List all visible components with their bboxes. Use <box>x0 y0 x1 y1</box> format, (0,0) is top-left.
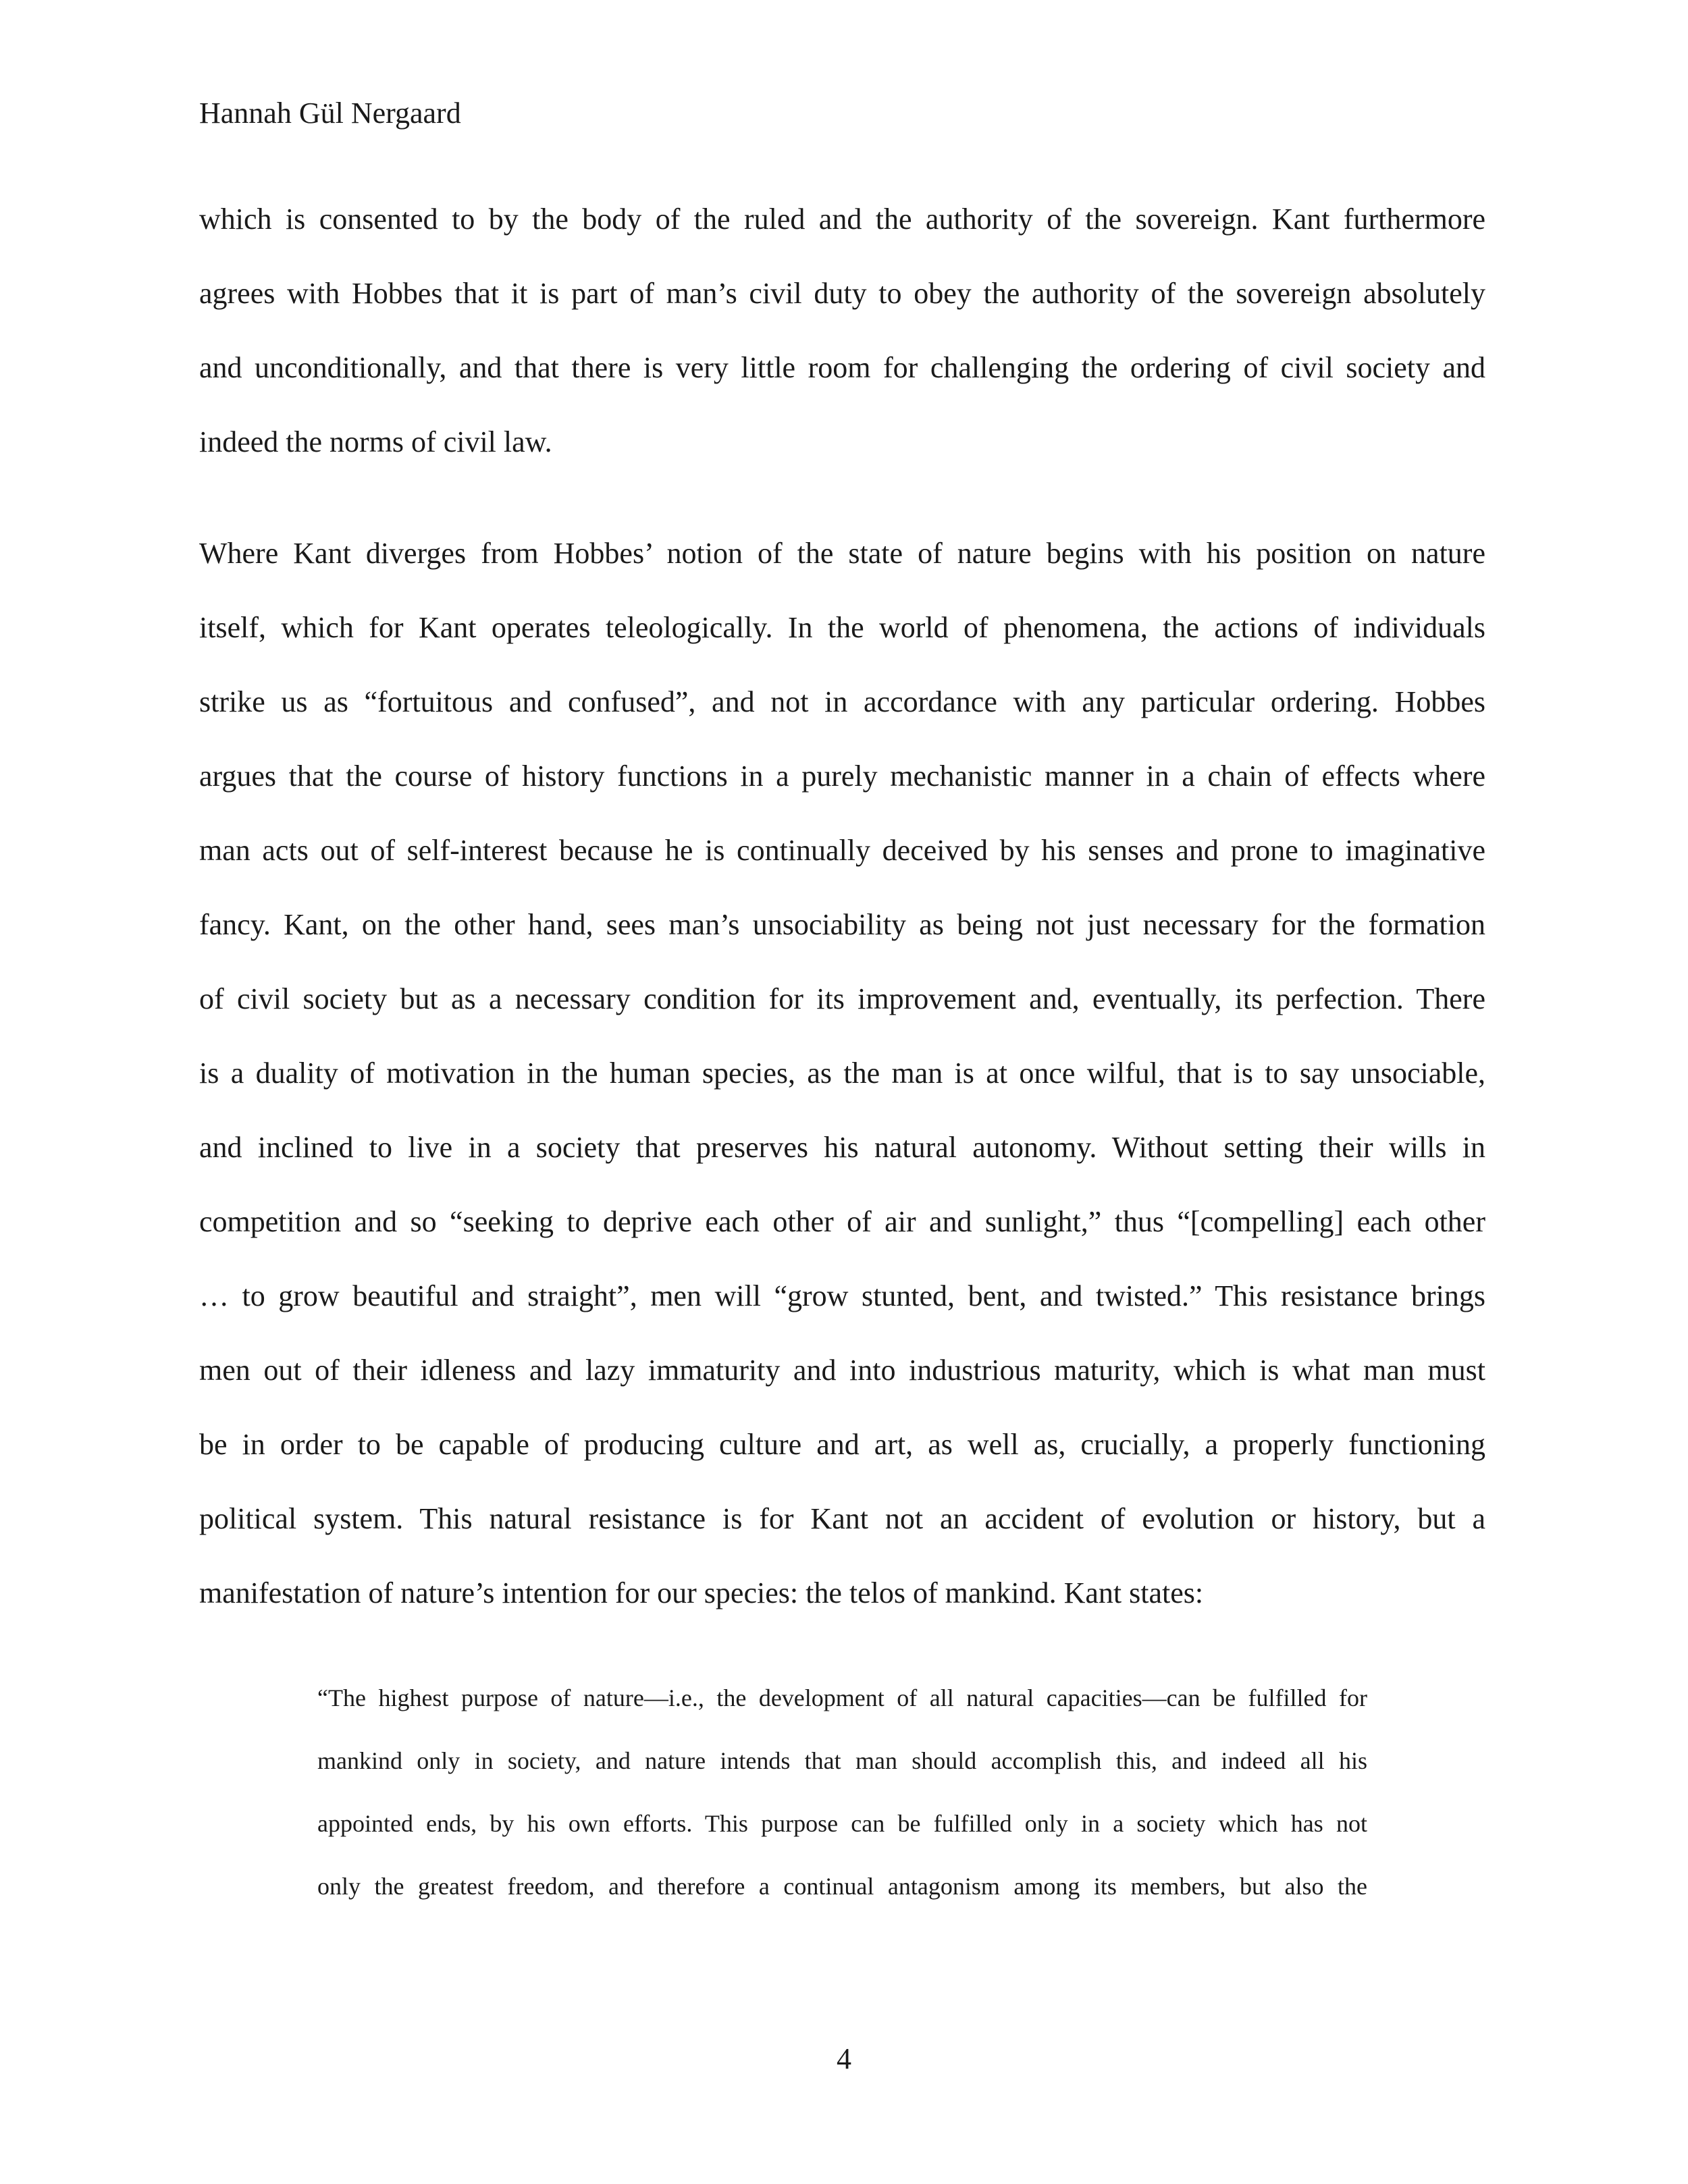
quote-line: only the greatest freedom, and therefore a continual antagonism among its members, but also the <box>317 1873 1367 1900</box>
paragraph-line: indeed the norms of civil law. <box>199 425 552 458</box>
paragraph-line: argues that the course of history functions in a purely mechanistic manner in a chain of effects where <box>199 760 1485 793</box>
paragraph-line: agrees with Hobbes that it is part of man’s civil duty to obey the authority of the sovereign absolutely <box>199 277 1485 310</box>
paragraph-line: manifestation of nature’s intention for our species: the telos of mankind. Kant states: <box>199 1576 1204 1609</box>
paragraph-line: and unconditionally, and that there is very little room for challenging the ordering of civil society and <box>199 351 1485 384</box>
paragraph-line: man acts out of self-interest because he is continually deceived by his senses and prone to imaginative <box>199 834 1485 867</box>
paragraph-line: Where Kant diverges from Hobbes’ notion of the state of nature begins with his position on nature <box>199 537 1485 570</box>
paragraph-line: fancy. Kant, on the other hand, sees man’s unsociability as being not just necessary for the formation <box>199 908 1485 941</box>
paragraph-line: of civil society but as a necessary condition for its improvement and, eventually, its perfection. There <box>199 982 1485 1015</box>
paragraph-line: political system. This natural resistance is for Kant not an accident of evolution or history, but a <box>199 1502 1485 1535</box>
paragraph-line: which is consented to by the body of the ruled and the authority of the sovereign. Kant furthermore <box>199 203 1485 236</box>
paragraph-line: competition and so “seeking to deprive each other of air and sunlight,” thus “[compelling] each other <box>199 1205 1485 1238</box>
quote-line: appointed ends, by his own efforts. This purpose can be fulfilled only in a society which has not <box>317 1810 1367 1837</box>
paragraph-line: is a duality of motivation in the human species, as the man is at once wilful, that is to say unsociable, <box>199 1057 1485 1090</box>
paragraph-line: … to grow beautiful and straight”, men will “grow stunted, bent, and twisted.” This resistance brings <box>199 1279 1485 1312</box>
quote-line: “The highest purpose of nature—i.e., the development of all natural capacities—can be fulfilled for <box>317 1684 1367 1711</box>
paragraph-line: itself, which for Kant operates teleologically. In the world of phenomena, the actions of individuals <box>199 611 1485 644</box>
paragraph-line: men out of their idleness and lazy immaturity and into industrious maturity, which is what man must <box>199 1354 1485 1387</box>
paragraph-line: and inclined to live in a society that preserves his natural autonomy. Without setting their wills in <box>199 1131 1485 1164</box>
paragraph-line: strike us as “fortuitous and confused”, and not in accordance with any particular ordering. Hobbes <box>199 685 1485 718</box>
running-header-author: Hannah Gül Nergaard <box>199 97 461 130</box>
page-number: 4 <box>837 2042 851 2075</box>
quote-line: mankind only in society, and nature intends that man should accomplish this, and indeed all his <box>317 1747 1367 1774</box>
paragraph-line: be in order to be capable of producing culture and art, as well as, crucially, a properly functioning <box>199 1428 1485 1461</box>
